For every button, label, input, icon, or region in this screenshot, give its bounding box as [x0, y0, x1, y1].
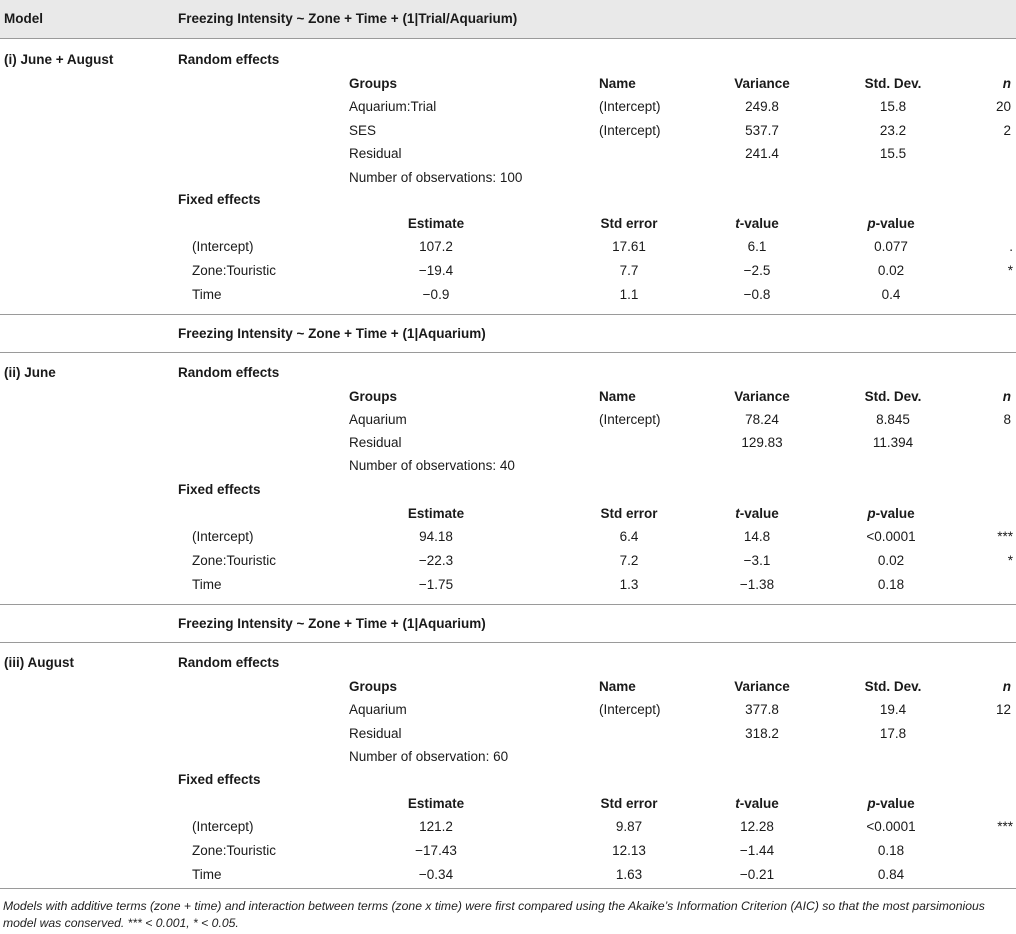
random-effects-column-header: n	[1002, 389, 1011, 404]
fixed-effects-cell: 94.18	[419, 529, 453, 544]
random-effects-cell: Residual	[349, 725, 402, 741]
random-effects-cell: Residual	[349, 435, 402, 450]
random-effects-cell: 8	[1003, 412, 1011, 427]
fixed-effects-cell: −2.5	[743, 263, 771, 278]
fixed-effects-cell: −0.8	[743, 287, 771, 302]
fixed-effects-cell: 7.7	[619, 263, 639, 278]
model-column-header: Model	[4, 11, 43, 26]
fixed-effects-column-header: Std error	[600, 506, 658, 521]
fixed-effects-column-header: t-value	[735, 216, 779, 231]
fixed-effects-column-header: Std error	[600, 216, 658, 231]
fixed-effects-cell: (Intercept)	[192, 239, 254, 254]
formula-header: Freezing Intensity ~ Zone + Time + (1|Trial/Aquarium)	[178, 11, 518, 26]
fixed-effects-cell: 14.8	[743, 529, 771, 544]
random-effects-cell: 19.4	[879, 702, 907, 717]
random-effects-cell: 377.8	[745, 702, 779, 717]
fixed-effects-cell: 1.3	[619, 577, 639, 592]
random-effects-cell: Aquarium	[349, 412, 407, 427]
observations-count: Number of observations: 100	[349, 169, 523, 185]
section-title: (ii) June	[4, 365, 56, 380]
fixed-effects-cell: (Intercept)	[192, 819, 254, 834]
random-effects-column-header: Std. Dev.	[864, 679, 922, 694]
fixed-effects-column-header: p-value	[867, 216, 915, 231]
section-divider	[0, 888, 1016, 889]
fixed-effects-cell: (Intercept)	[192, 529, 254, 544]
fixed-effects-cell: 12.13	[612, 843, 646, 858]
fixed-effects-cell: Time	[192, 287, 222, 302]
fixed-effects-column-header: Estimate	[407, 506, 465, 521]
random-effects-column-header: Variance	[734, 679, 790, 694]
fixed-effects-column-header: Estimate	[407, 216, 465, 231]
table-footnote: Models with additive terms (zone + time) and interaction between terms (zone x time) were first compared using the Akaike’s Information Criterion (AIC) so that the most parsimonious model was conserved. *** < 0.001, * < 0.05.	[3, 899, 985, 930]
observations-count: Number of observation: 60	[349, 749, 509, 764]
random-effects-label: Random effects	[178, 52, 280, 67]
fixed-effects-cell: <0.0001	[866, 819, 916, 834]
significance-mark: ***	[997, 529, 1013, 544]
random-effects-column-header: Std. Dev.	[864, 389, 922, 404]
fixed-effects-cell: 0.18	[877, 843, 905, 858]
fixed-effects-cell: 1.63	[615, 867, 643, 882]
fixed-effects-cell: <0.0001	[866, 529, 916, 544]
random-effects-column-header: Name	[599, 76, 636, 91]
fixed-effects-label: Fixed effects	[178, 482, 261, 497]
fixed-effects-cell: Zone:Touristic	[192, 263, 277, 278]
random-effects-column-header: Variance	[734, 76, 790, 91]
fixed-effects-cell: −1.44	[739, 843, 775, 858]
fixed-effects-cell: −0.21	[739, 867, 775, 882]
fixed-effects-label: Fixed effects	[178, 772, 261, 787]
random-effects-cell: 78.24	[745, 412, 779, 427]
fixed-effects-cell: 121.2	[419, 819, 453, 834]
random-effects-cell: 318.2	[745, 725, 779, 741]
random-effects-cell: 15.5	[879, 146, 907, 161]
fixed-effects-column-header: Std error	[600, 796, 658, 811]
fixed-effects-cell: −1.75	[418, 577, 454, 592]
random-effects-column-header: Groups	[349, 679, 398, 694]
random-effects-cell: 537.7	[745, 122, 779, 138]
random-effects-cell: Aquarium	[349, 702, 407, 717]
random-effects-cell: 129.83	[741, 435, 783, 450]
fixed-effects-cell: −22.3	[418, 553, 454, 568]
fixed-effects-cell: 6.1	[747, 239, 767, 254]
fixed-effects-cell: 0.18	[877, 577, 905, 592]
fixed-effects-cell: −0.9	[422, 287, 450, 302]
random-effects-cell: Residual	[349, 146, 402, 161]
fixed-effects-cell: 17.61	[612, 239, 646, 254]
random-effects-cell: (Intercept)	[599, 702, 661, 717]
fixed-effects-column-header: Estimate	[407, 796, 465, 811]
fixed-effects-cell: 0.02	[877, 263, 905, 278]
random-effects-cell: 241.4	[745, 146, 779, 161]
random-effects-column-header: n	[1002, 679, 1011, 694]
random-effects-cell: (Intercept)	[599, 99, 661, 114]
fixed-effects-cell: 1.1	[619, 287, 639, 302]
random-effects-cell: 12	[995, 702, 1011, 717]
section-formula: Freezing Intensity ~ Zone + Time + (1|Aquarium)	[178, 326, 486, 341]
fixed-effects-cell: 0.84	[877, 867, 905, 882]
random-effects-column-header: Name	[599, 389, 636, 404]
section-divider	[0, 314, 1016, 315]
significance-mark: *	[1007, 263, 1013, 278]
random-effects-cell: 2	[1003, 122, 1011, 138]
fixed-effects-cell: 7.2	[619, 553, 639, 568]
fixed-effects-cell: Time	[192, 577, 222, 592]
random-effects-column-header: Name	[599, 679, 636, 694]
random-effects-cell: 20	[995, 99, 1011, 114]
fixed-effects-cell: −19.4	[418, 263, 454, 278]
fixed-effects-column-header: p-value	[867, 796, 915, 811]
random-effects-column-header: Groups	[349, 76, 398, 91]
section-divider	[0, 604, 1016, 605]
fixed-effects-cell: Zone:Touristic	[192, 553, 277, 568]
random-effects-column-header: Variance	[734, 389, 790, 404]
fixed-effects-cell: −17.43	[415, 843, 457, 858]
random-effects-cell: 11.394	[872, 435, 914, 450]
fixed-effects-cell: −0.34	[418, 867, 454, 882]
random-effects-cell: 249.8	[745, 99, 779, 114]
section-formula: Freezing Intensity ~ Zone + Time + (1|Aquarium)	[178, 616, 486, 631]
significance-mark: *	[1007, 553, 1013, 568]
formula-divider	[0, 642, 1016, 643]
significance-mark: .	[1009, 239, 1013, 254]
fixed-effects-column-header: t-value	[735, 506, 779, 521]
fixed-effects-cell: 12.28	[740, 819, 774, 834]
random-effects-column-header: Groups	[349, 389, 398, 404]
random-effects-cell: 17.8	[879, 725, 907, 741]
section-title: (iii) August	[4, 655, 74, 670]
random-effects-cell: 8.845	[876, 412, 910, 427]
fixed-effects-cell: 6.4	[619, 529, 639, 544]
random-effects-column-header: n	[1002, 76, 1011, 91]
observations-count: Number of observations: 40	[349, 458, 515, 473]
fixed-effects-cell: 0.02	[877, 553, 905, 568]
fixed-effects-label: Fixed effects	[178, 192, 261, 207]
random-effects-label: Random effects	[178, 655, 280, 670]
fixed-effects-cell: Zone:Touristic	[192, 843, 277, 858]
fixed-effects-cell: 0.077	[874, 239, 908, 254]
fixed-effects-cell: 0.4	[881, 287, 901, 302]
fixed-effects-cell: −3.1	[743, 553, 771, 568]
random-effects-cell: SES	[349, 122, 377, 138]
section-title: (i) June + August	[4, 52, 114, 67]
random-effects-column-header: Std. Dev.	[864, 76, 922, 91]
fixed-effects-cell: −1.38	[739, 577, 775, 592]
random-effects-cell: 23.2	[879, 122, 907, 138]
fixed-effects-cell: 107.2	[419, 239, 453, 254]
random-effects-cell: Aquarium:Trial	[349, 99, 437, 114]
random-effects-cell: 15.8	[879, 99, 907, 114]
fixed-effects-column-header: t-value	[735, 796, 779, 811]
random-effects-cell: (Intercept)	[599, 412, 661, 427]
fixed-effects-column-header: p-value	[867, 506, 915, 521]
fixed-effects-cell: Time	[192, 867, 222, 882]
formula-divider	[0, 352, 1016, 353]
significance-mark: ***	[997, 819, 1013, 834]
random-effects-cell: (Intercept)	[599, 122, 661, 138]
random-effects-label: Random effects	[178, 365, 280, 380]
fixed-effects-cell: 9.87	[615, 819, 643, 834]
header-divider	[0, 38, 1016, 39]
